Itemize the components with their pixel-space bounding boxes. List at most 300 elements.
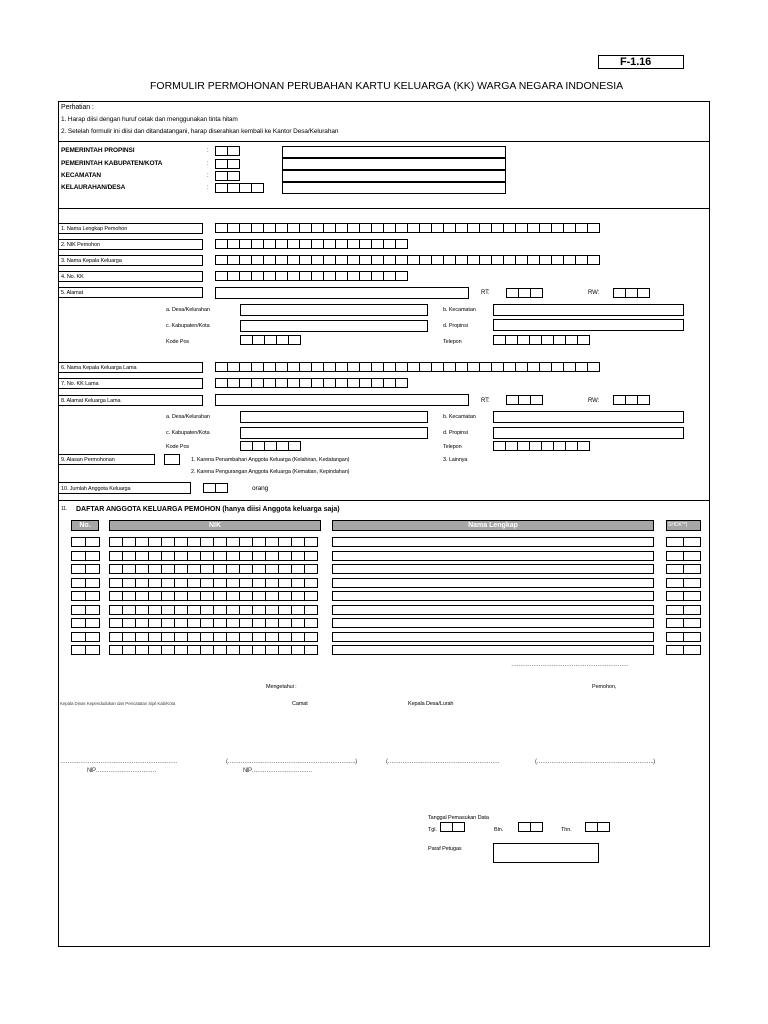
char-cell[interactable] (85, 618, 100, 628)
char-cell[interactable] (135, 605, 149, 615)
signature-line-kepala-desa[interactable]: (……………………………………………………. (386, 759, 499, 765)
cells-thn[interactable] (585, 822, 609, 832)
char-cell[interactable] (226, 537, 240, 547)
char-cell[interactable] (252, 632, 266, 642)
row-no-cells[interactable] (71, 605, 99, 615)
char-cell[interactable] (200, 578, 214, 588)
char-cell[interactable] (577, 335, 590, 345)
char-cell[interactable] (252, 618, 266, 628)
char-cell[interactable] (288, 441, 301, 451)
char-cell[interactable] (278, 551, 292, 561)
char-cell[interactable] (530, 395, 543, 405)
row-no-cells[interactable] (71, 551, 99, 561)
label-rw-lama: RW: (588, 398, 600, 404)
colon: : (207, 173, 209, 179)
char-cell[interactable] (85, 645, 100, 655)
label-no-kk-lama: 7. No. KK Lama (61, 381, 99, 387)
row-nama-field[interactable] (332, 551, 654, 561)
char-cell[interactable] (252, 645, 266, 655)
char-cell[interactable] (252, 591, 266, 601)
cells-telepon[interactable] (493, 335, 589, 345)
char-cell[interactable] (122, 645, 136, 655)
char-cell[interactable] (213, 578, 227, 588)
char-cell[interactable] (395, 239, 408, 249)
char-cell[interactable] (161, 632, 175, 642)
char-cell[interactable] (291, 645, 305, 655)
char-cell[interactable] (135, 645, 149, 655)
alasan-checkbox[interactable] (164, 454, 180, 465)
char-cell[interactable] (213, 537, 227, 547)
char-cell[interactable] (122, 632, 136, 642)
char-cell[interactable] (85, 537, 100, 547)
char-cell[interactable] (213, 632, 227, 642)
row-shdk-cells[interactable] (666, 564, 700, 574)
row-no-cells[interactable] (71, 632, 99, 642)
cells-no-kk[interactable] (215, 271, 407, 281)
char-cell[interactable] (122, 591, 136, 601)
char-cell[interactable] (109, 632, 123, 642)
char-cell[interactable] (71, 564, 86, 574)
char-cell[interactable] (122, 551, 136, 561)
char-cell[interactable] (187, 618, 201, 628)
nip-camat[interactable]: NIP…………………………… (243, 768, 313, 774)
char-cell[interactable] (304, 564, 318, 574)
cells-kode-pos[interactable] (240, 335, 300, 345)
row-nik-cells[interactable] (109, 618, 317, 628)
cells-rt-lama[interactable] (506, 395, 542, 405)
row-no-cells[interactable] (71, 618, 99, 628)
char-cell[interactable] (265, 618, 279, 628)
cells-rw[interactable] (613, 288, 649, 298)
char-cell[interactable] (200, 591, 214, 601)
char-cell[interactable] (213, 564, 227, 574)
name-field-provinsi[interactable] (282, 146, 506, 158)
char-cell[interactable] (683, 537, 701, 547)
char-cell[interactable] (109, 578, 123, 588)
char-cell[interactable] (85, 632, 100, 642)
char-cell[interactable] (265, 551, 279, 561)
char-cell[interactable] (187, 537, 201, 547)
char-cell[interactable] (291, 618, 305, 628)
char-cell[interactable] (187, 578, 201, 588)
char-cell[interactable] (187, 564, 201, 574)
propinsi-lama-field[interactable] (493, 427, 684, 439)
divider (58, 141, 710, 142)
char-cell[interactable] (174, 645, 188, 655)
code-cells-kecamatan[interactable] (215, 171, 239, 181)
row-nama-field[interactable] (332, 605, 654, 615)
char-cell[interactable] (666, 632, 684, 642)
char-cell[interactable] (174, 632, 188, 642)
char-cell[interactable] (666, 618, 684, 628)
row-shdk-cells[interactable] (666, 551, 700, 561)
char-cell[interactable] (122, 537, 136, 547)
char-cell[interactable] (291, 591, 305, 601)
char-cell[interactable] (239, 605, 253, 615)
char-cell[interactable] (637, 288, 650, 298)
row-nama-field[interactable] (332, 632, 654, 642)
label-alasan: 9. Alasan Permohonan (61, 457, 115, 463)
row-nik-cells[interactable] (109, 551, 317, 561)
char-cell[interactable] (587, 362, 600, 372)
char-cell[interactable] (226, 618, 240, 628)
char-cell[interactable] (213, 618, 227, 628)
char-cell[interactable] (161, 605, 175, 615)
char-cell[interactable] (291, 564, 305, 574)
name-field-kelurahan[interactable] (282, 182, 506, 194)
alamat-lama-field[interactable] (215, 394, 469, 406)
row-shdk-cells[interactable] (666, 578, 700, 588)
char-cell[interactable] (666, 551, 684, 561)
char-cell[interactable] (85, 605, 100, 615)
char-cell[interactable] (85, 578, 100, 588)
cells-rt[interactable] (506, 288, 542, 298)
char-cell[interactable] (200, 551, 214, 561)
row-nik-cells[interactable] (109, 537, 317, 547)
char-cell[interactable] (226, 591, 240, 601)
row-nama-field[interactable] (332, 564, 654, 574)
char-cell[interactable] (278, 632, 292, 642)
char-cell[interactable] (252, 564, 266, 574)
char-cell[interactable] (587, 255, 600, 265)
char-cell[interactable] (109, 551, 123, 561)
char-cell[interactable] (161, 537, 175, 547)
char-cell[interactable] (135, 537, 149, 547)
char-cell[interactable] (666, 645, 684, 655)
desa-field[interactable] (240, 304, 428, 316)
char-cell[interactable] (530, 822, 543, 832)
char-cell[interactable] (85, 564, 100, 574)
char-cell[interactable] (278, 645, 292, 655)
divider (58, 208, 710, 209)
date-place-dots: ………………………………………………………. (511, 662, 628, 668)
char-cell[interactable] (135, 564, 149, 574)
char-cell[interactable] (174, 564, 188, 574)
row-shdk-cells[interactable] (666, 632, 700, 642)
row-nama-field[interactable] (332, 645, 654, 655)
cells-nama-kk[interactable] (215, 255, 599, 265)
kabupaten-lama-field[interactable] (240, 427, 428, 439)
char-cell[interactable] (226, 605, 240, 615)
char-cell[interactable] (265, 564, 279, 574)
char-cell[interactable] (304, 632, 318, 642)
char-cell[interactable] (71, 618, 86, 628)
cells-nik-pemohon[interactable] (215, 239, 407, 249)
row-shdk-cells[interactable] (666, 537, 700, 547)
char-cell[interactable] (251, 183, 264, 193)
char-cell[interactable] (200, 618, 214, 628)
char-cell[interactable] (239, 551, 253, 561)
propinsi-field[interactable] (493, 319, 684, 331)
char-cell[interactable] (161, 645, 175, 655)
label-mengetahui: Mengetahui : (266, 684, 297, 690)
signature-line-pemohon[interactable]: (……………………………………………………….) (535, 759, 655, 765)
char-cell[interactable] (122, 564, 136, 574)
char-cell[interactable] (200, 564, 214, 574)
char-cell[interactable] (278, 578, 292, 588)
code-cells-provinsi[interactable] (215, 146, 239, 156)
char-cell[interactable] (666, 578, 684, 588)
char-cell[interactable] (215, 483, 228, 493)
reason-2: 2. Karena Pengurangan Anggota Keluarga (Kematian, Kepindahan) (191, 469, 350, 475)
char-cell[interactable] (148, 578, 162, 588)
char-cell[interactable] (161, 578, 175, 588)
char-cell[interactable] (227, 159, 240, 169)
char-cell[interactable] (148, 618, 162, 628)
char-cell[interactable] (226, 551, 240, 561)
char-cell[interactable] (265, 605, 279, 615)
char-cell[interactable] (683, 645, 701, 655)
char-cell[interactable] (683, 632, 701, 642)
char-cell[interactable] (288, 335, 301, 345)
char-cell[interactable] (71, 645, 86, 655)
char-cell[interactable] (135, 591, 149, 601)
char-cell[interactable] (227, 171, 240, 181)
char-cell[interactable] (71, 551, 86, 561)
char-cell[interactable] (213, 645, 227, 655)
char-cell[interactable] (666, 564, 684, 574)
char-cell[interactable] (85, 591, 100, 601)
char-cell[interactable] (71, 591, 86, 601)
char-cell[interactable] (265, 578, 279, 588)
cells-jumlah-anggota[interactable] (203, 483, 227, 493)
char-cell[interactable] (291, 632, 305, 642)
char-cell[interactable] (577, 441, 590, 451)
char-cell[interactable] (227, 146, 240, 156)
paraf-field[interactable] (493, 843, 599, 863)
row-nik-cells[interactable] (109, 578, 317, 588)
char-cell[interactable] (174, 537, 188, 547)
char-cell[interactable] (239, 591, 253, 601)
char-cell[interactable] (187, 591, 201, 601)
char-cell[interactable] (304, 578, 318, 588)
char-cell[interactable] (148, 605, 162, 615)
char-cell[interactable] (304, 645, 318, 655)
char-cell[interactable] (109, 537, 123, 547)
char-cell[interactable] (213, 605, 227, 615)
char-cell[interactable] (135, 551, 149, 561)
char-cell[interactable] (187, 632, 201, 642)
char-cell[interactable] (148, 632, 162, 642)
char-cell[interactable] (683, 618, 701, 628)
char-cell[interactable] (597, 822, 610, 832)
label-kepala-dinas: Kepala Dinas Kependudukan dan Pencatatan Sipil Kab/Kota (60, 701, 176, 706)
name-field-kecamatan[interactable] (282, 170, 506, 182)
char-cell[interactable] (666, 605, 684, 615)
char-cell[interactable] (304, 537, 318, 547)
char-cell[interactable] (239, 632, 253, 642)
char-cell[interactable] (148, 591, 162, 601)
char-cell[interactable] (174, 605, 188, 615)
char-cell[interactable] (135, 618, 149, 628)
char-cell[interactable] (148, 645, 162, 655)
char-cell[interactable] (252, 605, 266, 615)
char-cell[interactable] (174, 578, 188, 588)
char-cell[interactable] (278, 605, 292, 615)
char-cell[interactable] (666, 537, 684, 547)
char-cell[interactable] (265, 537, 279, 547)
char-cell[interactable] (291, 551, 305, 561)
char-cell[interactable] (239, 645, 253, 655)
row-nik-cells[interactable] (109, 591, 317, 601)
char-cell[interactable] (252, 578, 266, 588)
nip-kepala-dinas[interactable]: NIP…………………………… (87, 768, 157, 774)
alamat-field[interactable] (215, 287, 469, 299)
char-cell[interactable] (304, 551, 318, 561)
label-nik-pemohon: 2. NIK Pemohon (61, 242, 100, 248)
char-cell[interactable] (637, 395, 650, 405)
char-cell[interactable] (200, 605, 214, 615)
kabupaten-field[interactable] (240, 320, 428, 332)
char-cell[interactable] (291, 578, 305, 588)
char-cell[interactable] (200, 537, 214, 547)
char-cell[interactable] (452, 822, 465, 832)
row-shdk-cells[interactable] (666, 645, 700, 655)
char-cell[interactable] (395, 378, 408, 388)
char-cell[interactable] (252, 537, 266, 547)
char-cell[interactable] (530, 288, 543, 298)
char-cell[interactable] (109, 618, 123, 628)
row-shdk-cells[interactable] (666, 591, 700, 601)
cells-telepon-lama[interactable] (493, 441, 589, 451)
label-alamat: 5. Alamat (61, 290, 84, 296)
code-cells-kelurahan[interactable] (215, 183, 263, 193)
char-cell[interactable] (683, 578, 701, 588)
char-cell[interactable] (226, 578, 240, 588)
char-cell[interactable] (109, 564, 123, 574)
char-cell[interactable] (187, 551, 201, 561)
char-cell[interactable] (304, 618, 318, 628)
row-nik-cells[interactable] (109, 564, 317, 574)
cells-nama-pemohon[interactable] (215, 223, 599, 233)
signature-line-camat[interactable]: (…………………………………………………………….) (226, 759, 357, 765)
char-cell[interactable] (71, 632, 86, 642)
row-nik-cells[interactable] (109, 645, 317, 655)
char-cell[interactable] (683, 551, 701, 561)
char-cell[interactable] (278, 591, 292, 601)
char-cell[interactable] (291, 537, 305, 547)
char-cell[interactable] (278, 618, 292, 628)
char-cell[interactable] (226, 564, 240, 574)
name-field-kabupaten[interactable] (282, 158, 506, 170)
col-header-nama: Nama Lengkap (332, 520, 654, 531)
row-no-cells[interactable] (71, 537, 99, 547)
kecamatan-lama-field[interactable] (493, 411, 684, 423)
char-cell[interactable] (239, 618, 253, 628)
char-cell[interactable] (109, 591, 123, 601)
row-no-cells[interactable] (71, 591, 99, 601)
char-cell[interactable] (135, 632, 149, 642)
char-cell[interactable] (174, 618, 188, 628)
cells-bln[interactable] (518, 822, 542, 832)
char-cell[interactable] (187, 605, 201, 615)
row-nik-cells[interactable] (109, 632, 317, 642)
signature-line-kepala-dinas[interactable]: ………………………………………………………. (60, 759, 177, 765)
char-cell[interactable] (226, 645, 240, 655)
char-cell[interactable] (304, 591, 318, 601)
char-cell[interactable] (278, 564, 292, 574)
char-cell[interactable] (304, 605, 318, 615)
row-nama-field[interactable] (332, 578, 654, 588)
kecamatan-field[interactable] (493, 304, 684, 316)
char-cell[interactable] (174, 591, 188, 601)
char-cell[interactable] (148, 551, 162, 561)
char-cell[interactable] (265, 591, 279, 601)
char-cell[interactable] (109, 605, 123, 615)
row-nama-field[interactable] (332, 591, 654, 601)
label-rt-lama: RT: (481, 398, 490, 404)
char-cell[interactable] (239, 578, 253, 588)
char-cell[interactable] (213, 591, 227, 601)
cells-tgl[interactable] (440, 822, 464, 832)
char-cell[interactable] (200, 645, 214, 655)
row-nik-cells[interactable] (109, 605, 317, 615)
col-header-shdk: SHDK**) (666, 520, 701, 531)
char-cell[interactable] (71, 537, 86, 547)
char-cell[interactable] (161, 564, 175, 574)
char-cell[interactable] (85, 551, 100, 561)
char-cell[interactable] (683, 591, 701, 601)
row-no-cells[interactable] (71, 578, 99, 588)
char-cell[interactable] (683, 605, 701, 615)
char-cell[interactable] (226, 632, 240, 642)
row-no-cells[interactable] (71, 645, 99, 655)
char-cell[interactable] (122, 618, 136, 628)
char-cell[interactable] (265, 632, 279, 642)
label-kepala-desa: Kepala Desa/Lurah (408, 701, 454, 707)
cells-nama-kk-lama[interactable] (215, 362, 599, 372)
char-cell[interactable] (122, 605, 136, 615)
row-nama-field[interactable] (332, 537, 654, 547)
desa-lama-field[interactable] (240, 411, 428, 423)
char-cell[interactable] (683, 564, 701, 574)
row-no-cells[interactable] (71, 564, 99, 574)
row-shdk-cells[interactable] (666, 605, 700, 615)
char-cell[interactable] (71, 605, 86, 615)
char-cell[interactable] (135, 578, 149, 588)
char-cell[interactable] (161, 551, 175, 561)
char-cell[interactable] (213, 551, 227, 561)
char-cell[interactable] (122, 578, 136, 588)
char-cell[interactable] (187, 645, 201, 655)
code-cells-kabupaten[interactable] (215, 159, 239, 169)
char-cell[interactable] (239, 564, 253, 574)
cells-kode-pos-lama[interactable] (240, 441, 300, 451)
char-cell[interactable] (265, 645, 279, 655)
char-cell[interactable] (666, 591, 684, 601)
char-cell[interactable] (174, 551, 188, 561)
char-cell[interactable] (148, 564, 162, 574)
label-tgl: Tgl. (428, 827, 437, 833)
char-cell[interactable] (291, 605, 305, 615)
row-shdk-cells[interactable] (666, 618, 700, 628)
char-cell[interactable] (239, 537, 253, 547)
char-cell[interactable] (252, 551, 266, 561)
char-cell[interactable] (148, 537, 162, 547)
row-nama-field[interactable] (332, 618, 654, 628)
char-cell[interactable] (587, 223, 600, 233)
char-cell[interactable] (200, 632, 214, 642)
char-cell[interactable] (161, 618, 175, 628)
label-daftar-anggota: DAFTAR ANGGOTA KELUARGA PEMOHON (hanya diisi Anggota keluarga saja) (76, 506, 340, 513)
char-cell[interactable] (395, 271, 408, 281)
char-cell[interactable] (71, 578, 86, 588)
char-cell[interactable] (278, 537, 292, 547)
char-cell[interactable] (109, 645, 123, 655)
cells-rw-lama[interactable] (613, 395, 649, 405)
cells-no-kk-lama[interactable] (215, 378, 407, 388)
char-cell[interactable] (161, 591, 175, 601)
